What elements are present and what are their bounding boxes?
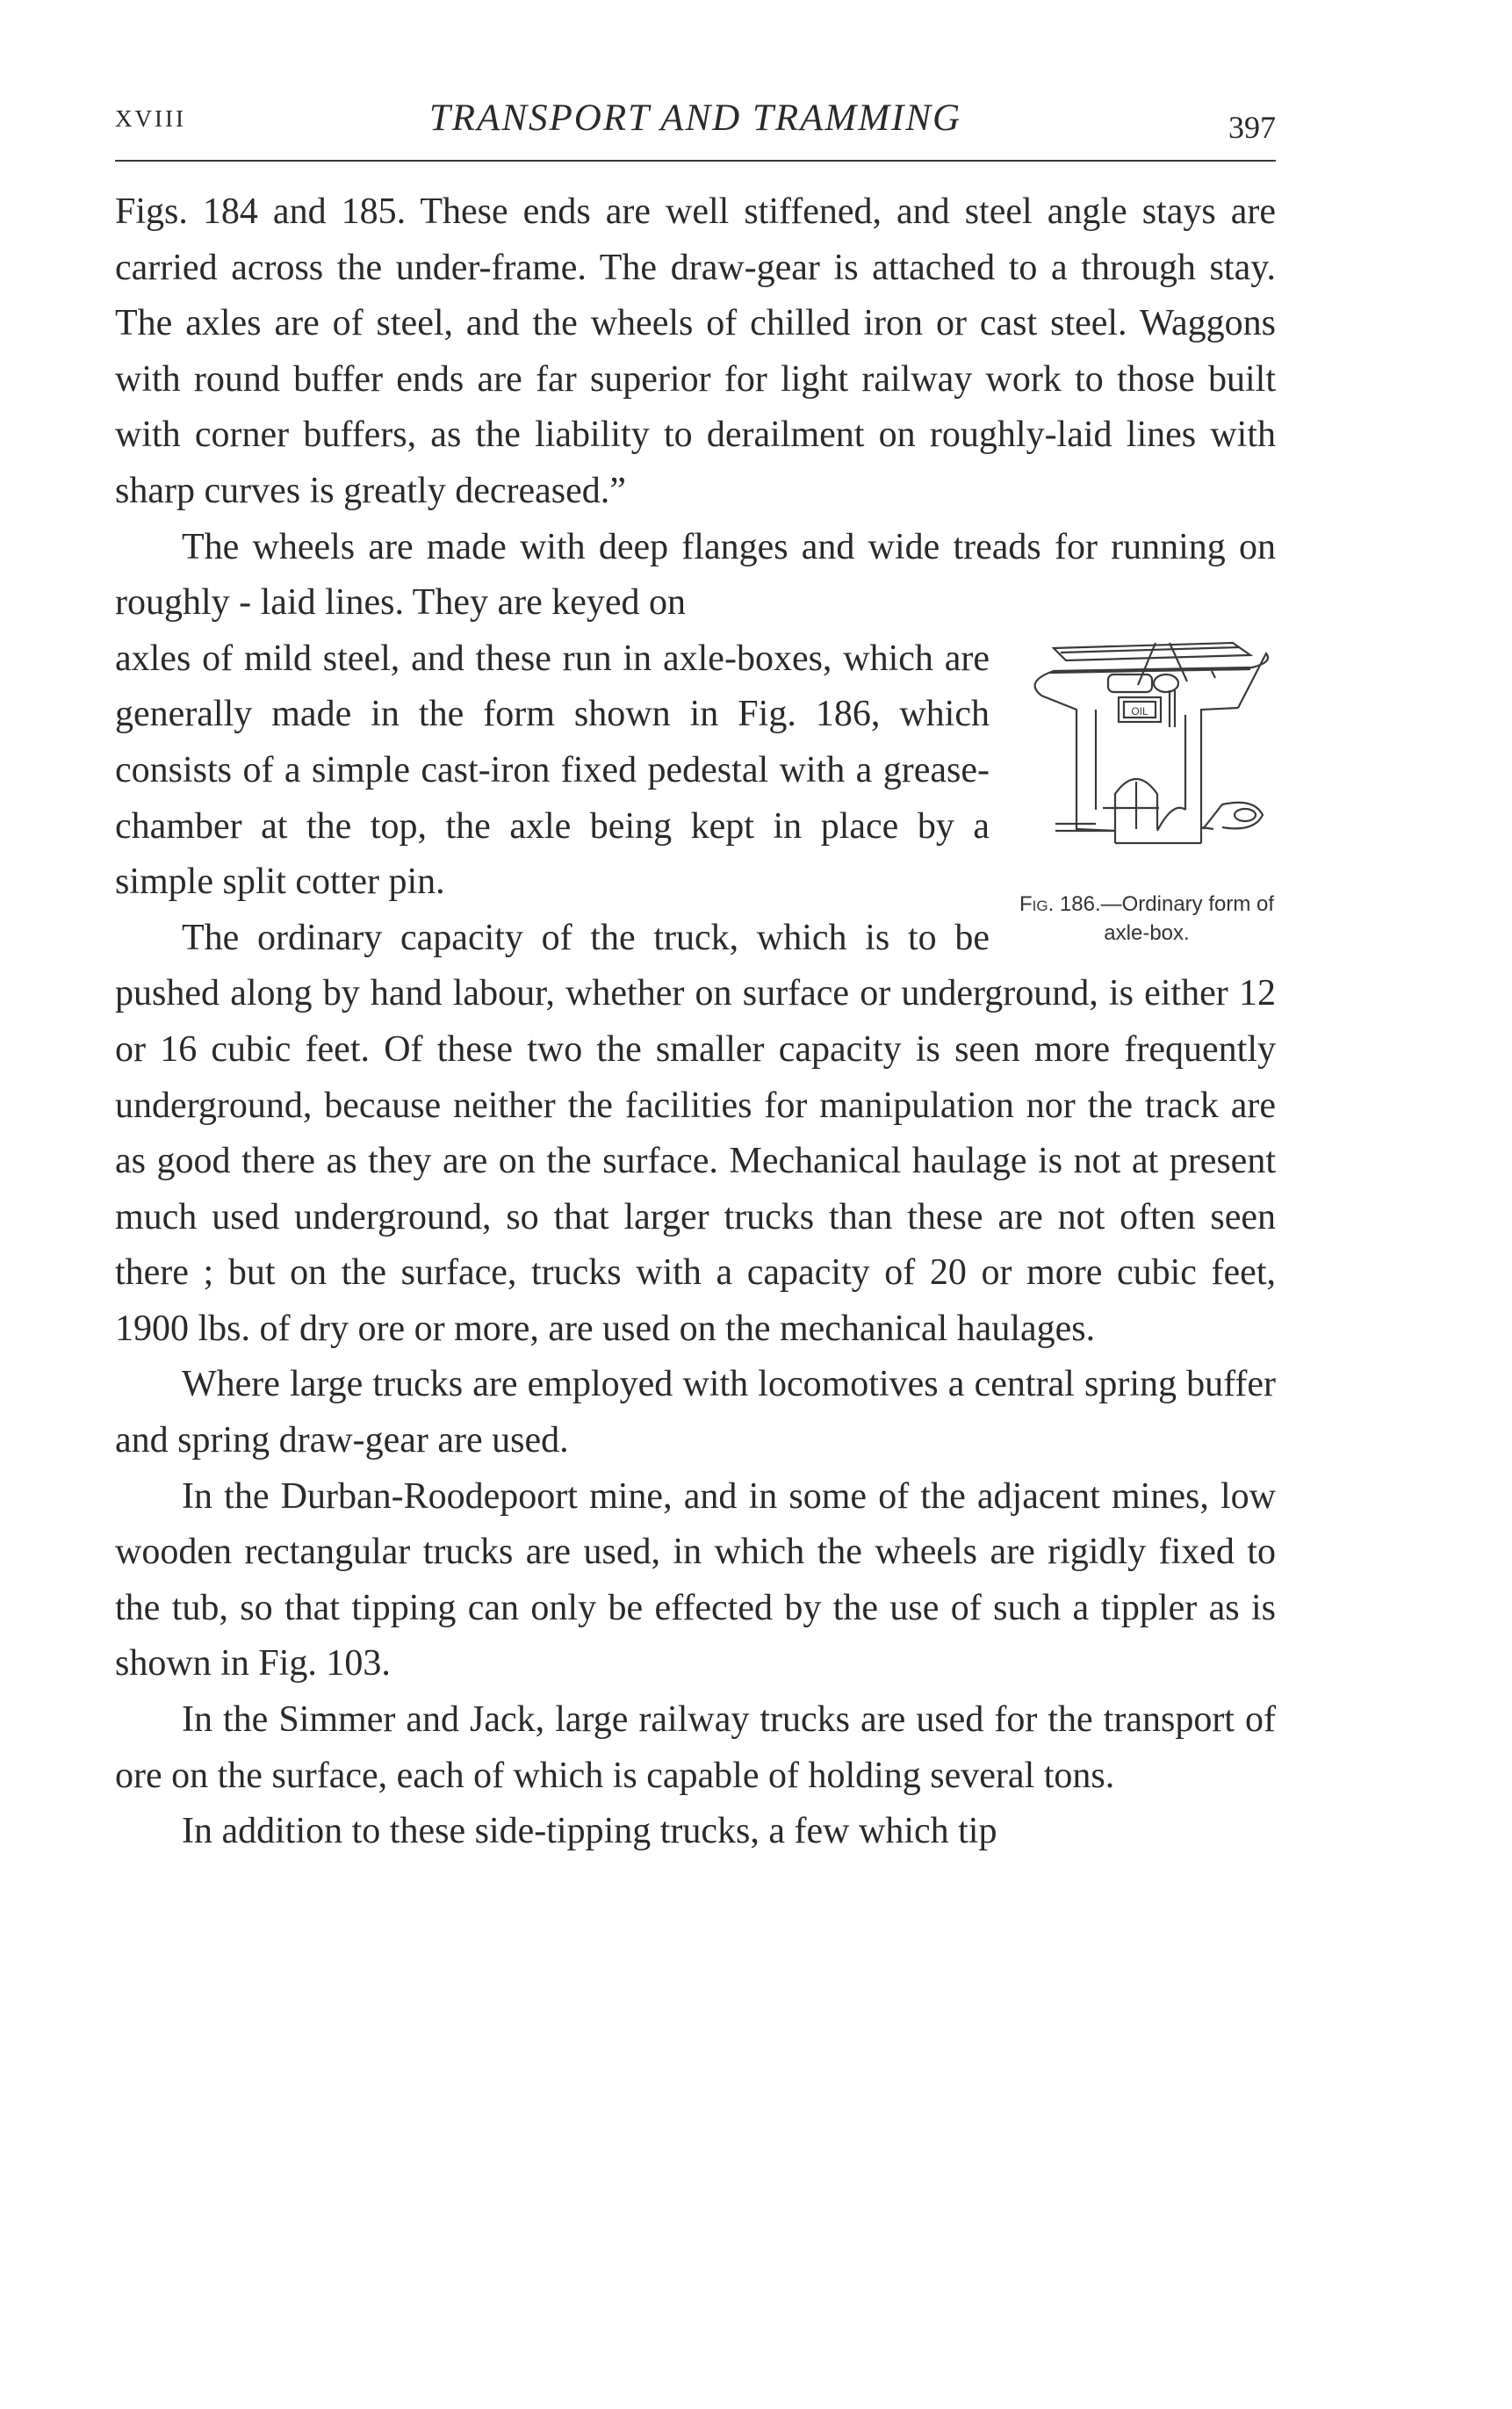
header-rule [115, 160, 1276, 162]
axle-box-drawing [1015, 636, 1278, 877]
running-title: TRANSPORT AND TRAMMING [428, 97, 962, 139]
figure-caption-text: —Ordinary form of axle-box. [1100, 891, 1275, 945]
oil-label: OIL [1131, 704, 1148, 718]
paragraph-wheels: The wheels are made with deep flanges and wide treads for running on roughly - laid lines. They are keyed on [115, 526, 1276, 624]
page-number: 397 [1228, 110, 1276, 145]
paragraph-axle-boxes: axles of mild steel, and these run in axle-boxes, which are generally made in the form shown in Fig. 186, which consists of a simple cast-iron fixed pedestal with a grease-chamber at the top, the axle being kept in place by a simple split cotter pin. [115, 638, 990, 903]
paragraph-durban: In the Durban-Roodepoort mine, and in some of the adjacent mines, low wooden rectangular trucks are used, in which the wheels are rigidly fixed to the tub, so that tipping can only be effected by the use of such a tippler as is shown in Fig. 103. [115, 1475, 1276, 1684]
paragraph-addition: In addition to these side-tipping trucks, a few which tip [182, 1811, 997, 1852]
figure-axle-box [1012, 636, 1281, 948]
paragraph-simmer-jack: In the Simmer and Jack, large railway trucks are used for the transport of ore on the surface, each of which is capable of holding several tons. [115, 1699, 1276, 1796]
body-text [115, 184, 1276, 1860]
page-header [115, 95, 1276, 156]
figure-label: Fig. 186. [1019, 891, 1101, 916]
figure-caption [1012, 890, 1281, 948]
chapter-number: XVIII [115, 105, 186, 132]
paragraph-capacity: The ordinary capacity of the truck, which is to be pushed along by hand labour, whether on surface or underground, is either 12 or 16 cubic feet. Of these two the smaller capacity is seen more frequently underground, because neither the facilities for manipulation nor the track are as good there as they are on the surface. Mechanical haulage is not at present much used underground, so that larger trucks than these are not often seen there ; but on the surface, trucks with a capacity of 20 or more cubic feet, 1900 lbs. of dry ore or more, are used on the mechanical haulages. [115, 917, 1276, 1349]
paragraph-continued: Figs. 184 and 185. These ends are well stiffened, and steel angle stays are carried across the under-frame. The draw-gear is attached to a through stay. The axles are of steel, and the wheels of chilled iron or cast steel. Waggons with round buffer ends are far superior for light railway work to those built with corner buffers, as the liability to derailment on roughly-laid lines with sharp curves is greatly decreased.” [115, 191, 1276, 511]
paragraph-large-trucks: Where large trucks are employed with locomotives a central spring buffer and spring draw-gear are used. [115, 1364, 1276, 1461]
